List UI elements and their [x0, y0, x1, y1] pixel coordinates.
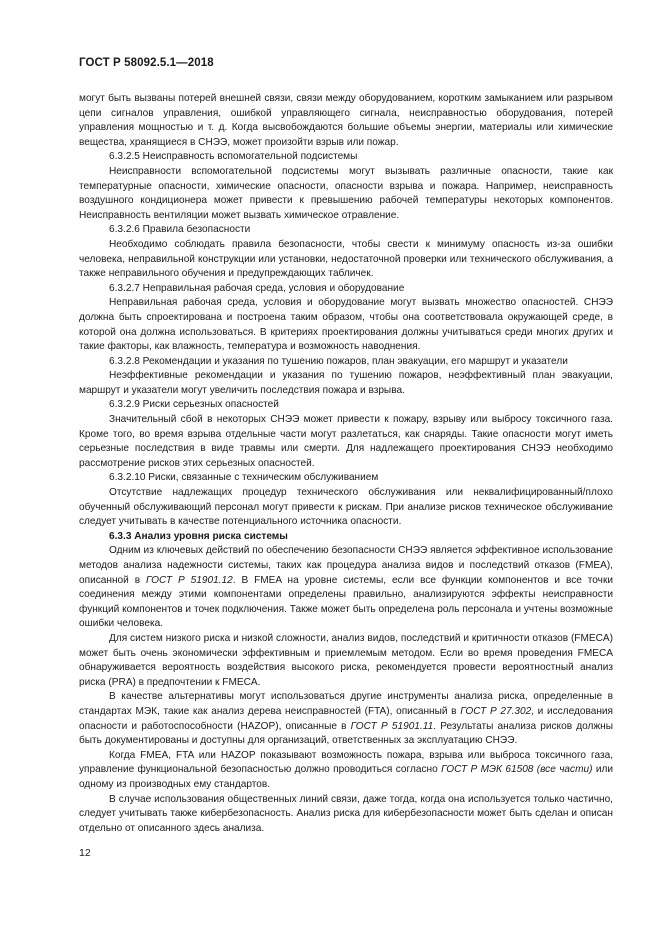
- section-heading-6-3-2-10: 6.3.2.10 Риски, связанные с техническим обслуживанием: [109, 472, 379, 484]
- section-heading-6-3-2-7: 6.3.2.7 Неправильная рабочая среда, условия и оборудование: [109, 282, 405, 294]
- paragraph-6-3-3-b: Для систем низкого риска и низкой сложности, анализ видов, последствий и критичности отказов (FMECA) может быть очень экономически эффективным и приемлемым методом. Если во время проведения FMECA обнаруживается вероятность воздействия высокого риска, рекомендуется провести вероятностный анализ риска (PRA) в предпочтении к FMECA.: [79, 632, 613, 688]
- section-heading-6-3-2-5: 6.3.2.5 Неисправность вспомогательной подсистемы: [109, 151, 358, 163]
- standard-reference: ГОСТ Р МЭК 61508 (все части): [441, 764, 593, 776]
- standard-reference: ГОСТ Р 51901.12: [145, 574, 233, 586]
- section-heading-6-3-2-6: 6.3.2.6 Правила безопасности: [109, 224, 251, 236]
- paragraph-6-3-2-7: Неправильная рабочая среда, условия и оборудование могут вызвать множество опасностей. СНЭЭ должна быть спроектирована и построена таким образом, чтобы она соответствовала окружающей среде, в которой она должна использоваться. В критериях проектирования должны учитываться среди многих других и такие факторы, как влажность, температура и возможность наводнения.: [79, 297, 613, 353]
- paragraph-6-3-2-9: Значительный сбой в некоторых СНЭЭ может привести к пожару, взрыву или выбросу токсичного газа. Кроме того, во время взрыва отдельные части могут разлетаться, как снаряды. Такие опасности могут иметь серьезные последствия в виде травмы или смерти. Для надлежащего проектирования СНЭЭ необходимо рассмотрение рисков этих серьезных опасностей.: [79, 414, 613, 469]
- standard-reference: ГОСТ Р 27.302: [460, 705, 532, 717]
- paragraph-6-3-3-c: [79, 690, 613, 748]
- text-segment: В качестве альтернативы могут использоваться другие инструменты анализа риска, определенные в стандартах МЭК, такие как анализ дерева неисправностей (FTA), описанный в: [79, 691, 613, 717]
- paragraph-6-3-2-5: Неисправности вспомогательной подсистемы могут вызывать различные опасности, такие как температурные опасности, химические опасности, опасности взрыва и пожара. Например, неисправность воздушного кондиционера может привести к превышению рабочей температуры некоторых компонентов. Неисправность вентиляции может вызвать химическое отравление.: [79, 165, 613, 221]
- document-body: [79, 92, 613, 836]
- standard-reference: ГОСТ Р 51901.11: [350, 720, 434, 732]
- text-segment: , и исследования опасности и работоспособности (HAZOP), описанные в: [79, 705, 614, 732]
- text-segment: . Результаты анализа рисков должны быть документированы и доступны для организаций, ответственных за эксплуатацию СНЭЭ.: [79, 720, 613, 747]
- paragraph-continuation: могут быть вызваны потерей внешней связи, связи между оборудованием, коротким замыканием или разрывом цепи сигналов управления, ошибкой управляющего сигнала, неисправностью оборудования, потерей управления мощностью и т. д. Когда высвобождаются большие объемы энергии, материалы или химические вещества, хранящиеся в СНЭЭ, может произойти взрыв или пожар.: [79, 93, 613, 148]
- page-number: 12: [79, 847, 91, 859]
- page-header: ГОСТ Р 58092.5.1—2018: [79, 57, 214, 69]
- paragraph-6-3-3-a: [79, 544, 613, 632]
- paragraph-6-3-2-8: Неэффективные рекомендации и указания по тушению пожаров, неэффективный план эвакуации, маршрут и указатели могут увеличить последствия пожара и взрыва.: [79, 370, 613, 396]
- section-heading-6-3-3: 6.3.3 Анализ уровня риска системы: [109, 530, 288, 542]
- text-segment: . В FMEA на уровне системы, если все функции компонентов и все точки соединения между этими компонентами определены правильно, анализируются эффекты неисправности функций компонентов и точек подключения. Также может быть определена роль персонала и учтены возможные ошибки человека.: [79, 574, 613, 630]
- text-segment: Когда FMEA, FTA или HAZOP показывают возможность пожара, взрыва или выброса токсичного газа, управление функциональной безопасностью должно проводиться согласно: [79, 749, 613, 776]
- paragraph-6-3-3-e: В случае использования общественных линий связи, даже тогда, когда она используется только частично, следует учитывать также кибербезопасность. Анализ риска для кибербезопасности может быть сделан и описан отдельно от описанного здесь анализа.: [79, 793, 613, 834]
- section-heading-6-3-2-8: 6.3.2.8 Рекомендации и указания по тушению пожаров, план эвакуации, его маршрут и указатели: [109, 355, 568, 367]
- paragraph-6-3-2-6: Необходимо соблюдать правила безопасности, чтобы свести к минимуму опасность из-за ошибки человека, неправильной конструкции или установки, недостаточной проверки или технического обслуживания, а также неправильного обучения и предупреждающих табличек.: [79, 238, 613, 280]
- paragraph-6-3-3-d: [79, 749, 613, 793]
- paragraph-6-3-2-10: Отсутствие надлежащих процедур технического обслуживания или неквалифицированный/плохо обученный обслуживающий персонал могут привести к рискам. При анализе рисков техническое обслуживание следует учитывать в качестве потенциального источника опасности.: [79, 487, 613, 528]
- text-segment: или одному из производных ему стандартов.: [79, 764, 613, 790]
- section-heading-6-3-2-9: 6.3.2.9 Риски серьезных опасностей: [109, 399, 279, 411]
- text-segment: Одним из ключевых действий по обеспечению безопасности СНЭЭ является эффективное использование методов анализа надежности системы, таких как процедура анализа видов и последствий отказов (FMEA), описанной в: [79, 545, 613, 586]
